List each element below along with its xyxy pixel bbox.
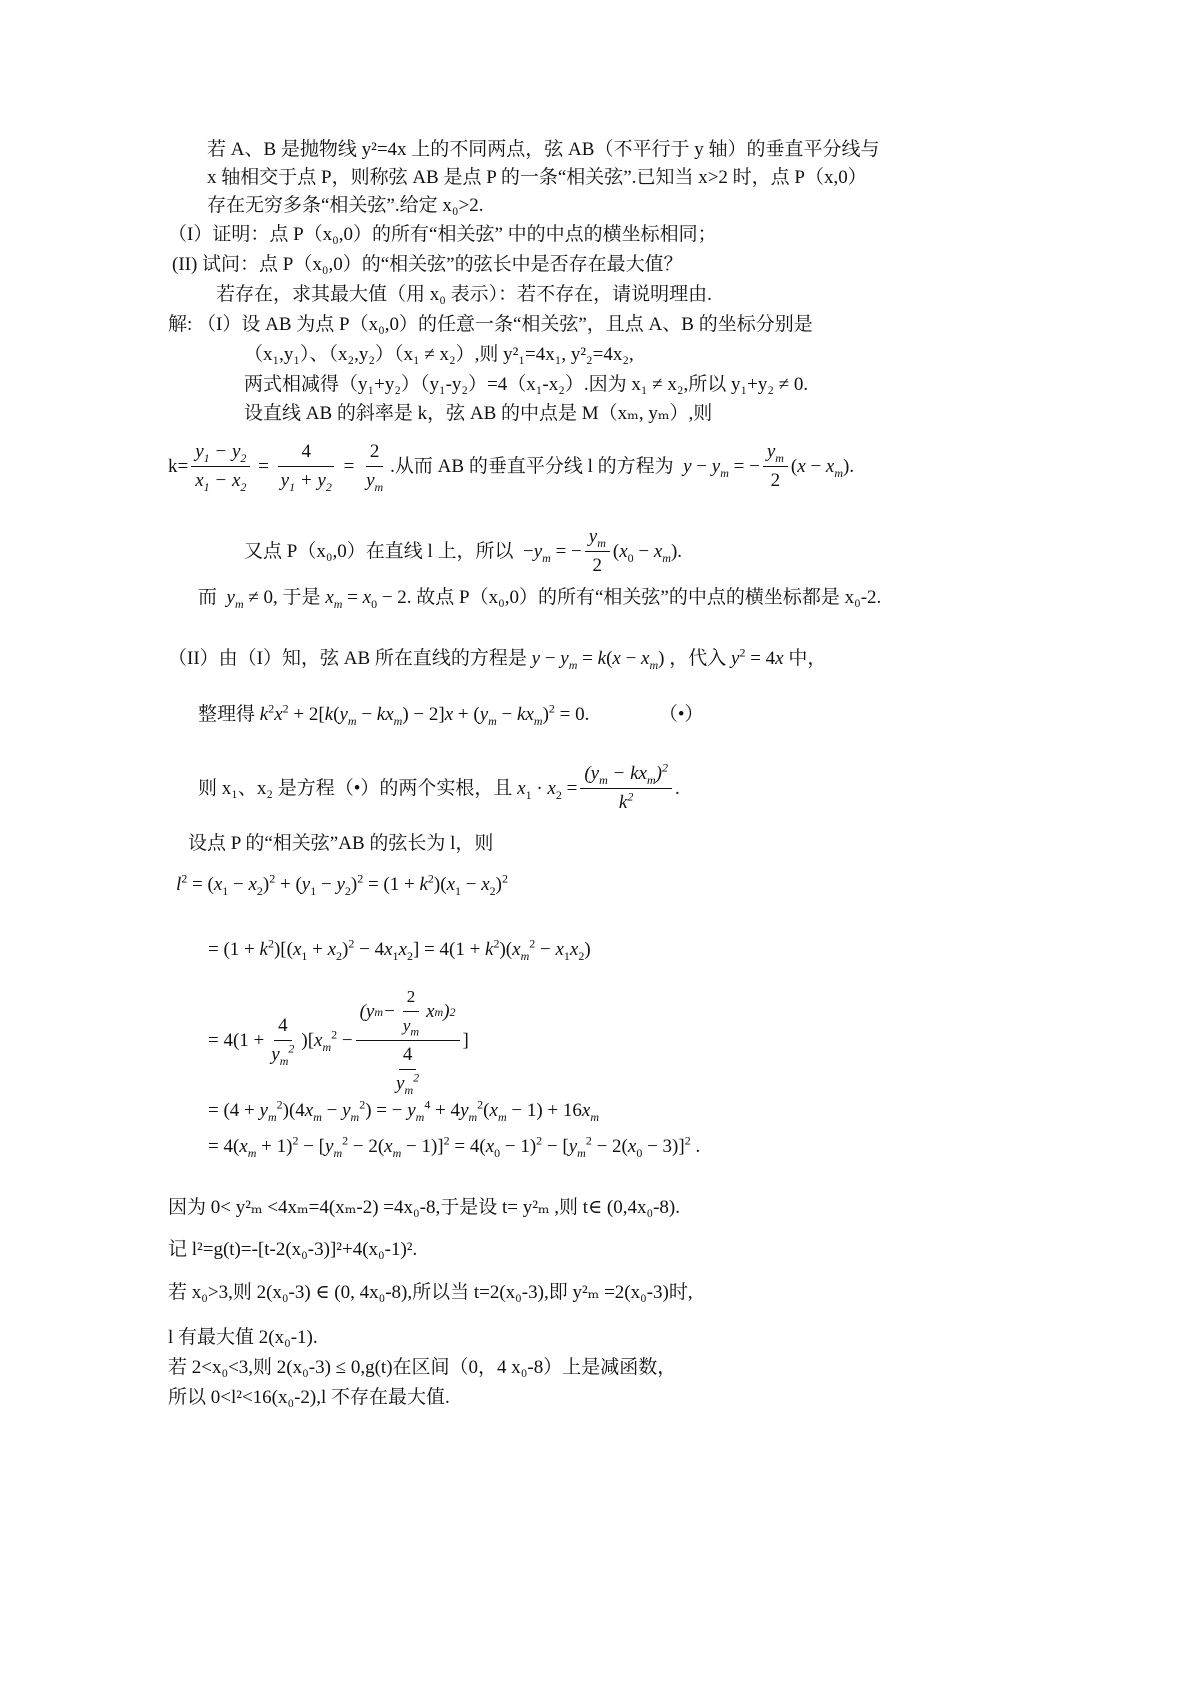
part2-line-2: 整理得 $k^2x^2 + 2[k(y_m - kx_m) - 2]x + (y_m - kx_m)^2 = 0$. （•） <box>198 701 704 728</box>
solution-line-3: 两式相减得（y₁+y₂）（y₁-y₂）=4（x₁-x₂）.因为 x₁ ≠ x₂,所以 y₁+y₂ ≠ 0. <box>244 374 809 395</box>
part2-line-1: （II）由（I）知，弦 AB 所在直线的方程是 $y - y_m = k(x - x_m)$ ，代入 $y^2 = 4x$ 中， <box>168 645 827 672</box>
equation-step-1: $l^2 = (x_1 - x_2)^2 + (y_1 - y_2)^2 = (1 + k^2)(x_1 - x_2)^2$ <box>176 871 508 898</box>
conclusion-line-1: 因为 0< y²ₘ <4xₘ=4(xₘ-2) =4x₀-8,于是设 t= y²ₘ ,则 t∈ (0,4x₀-8). <box>168 1197 680 1218</box>
solution-line-2: （x₁,y₁）、（x₂,y₂）（x₁ ≠ x₂）,则 y²₁=4x₁, y²₂=4x₂, <box>244 344 634 365</box>
conclusion-line-2: 记 l²=g(t)=-[t-2(x₀-3)]²+4(x₀-1)². <box>168 1239 418 1260</box>
chord-length-intro: 设点 P 的“相关弦”AB 的弦长为 l，则 <box>188 833 494 854</box>
problem-line-2: x 轴相交于点 P，则称弦 AB 是点 P 的一条“相关弦”.已知当 x>2 时，点 P（x,0） <box>207 167 867 188</box>
slope-formula-line: k= $\frac{y_1 - y_2}{x_1 - x_2}$ = $\frac{4}{y_1 + y_2}$ = $\frac{2}{y_m}$ .从而 AB 的垂直平分线 l 的方程为 $y - y_m$ = − $\frac{y_m}{2}$ $(x - x_m)$. <box>168 441 855 494</box>
conclusion-line-4: l 有最大值 2(x₀-1). <box>168 1327 318 1348</box>
solution-line-4: 设直线 AB 的斜率是 k，弦 AB 的中点是 M（xₘ, yₘ）,则 <box>244 403 713 424</box>
conclusion-line-5: 若 2<x₀<3,则 2(x₀-3) ≤ 0,g(t)在区间（0，4 x₀-8）上是减函数， <box>168 1357 677 1378</box>
problem-line-3: 存在无穷多条“相关弦”.给定 x₀>2. <box>207 195 484 216</box>
midpoint-conclusion: 而 $y_m \ne 0$, 于是 $x_m = x_0 - 2$. 故点 P（x₀,0）的所有“相关弦”的中点的横坐标都是 x₀-2. <box>198 587 882 611</box>
solution-line-1: 解: （I）设 AB 为点 P（x₀,0）的任意一条“相关弦”，且点 A、B 的坐标分别是 <box>168 314 813 335</box>
problem-part-2b: 若存在，求其最大值（用 x₀ 表示）：若不存在，请说明理由. <box>216 284 712 305</box>
equation-step-3: = 4(1 + $\frac{4}{y_m^2}$ )[$x_m^2$ − (y m − $\frac{2}{y_m}$ x m ) 2 $\frac{4}{y_m^2}$ ] <box>208 987 469 1097</box>
conclusion-line-6: 所以 0<l²<16(x₀-2),l 不存在最大值. <box>168 1387 450 1408</box>
equation-step-5: = $4(x_m + 1)^2 - [y_m^2 - 2(x_m - 1)]^2 = 4(x_0 - 1)^2 - [y_m^2 - 2(x_0 - 3)]^2$ . <box>208 1133 701 1160</box>
conclusion-line-3: 若 x₀>3,则 2(x₀-3) ∈ (0, 4x₀-8),所以当 t=2(x₀-3),即 y²ₘ =2(x₀-3)时, <box>168 1282 693 1303</box>
equation-step-2: = $(1 + k^2)[(x_1 + x_2)^2 - 4x_1x_2] = 4(1 + k^2)(x_m^2 - x_1x_2)$ <box>208 936 591 963</box>
problem-part-1: （I）证明：点 P（x₀,0）的所有“相关弦” 中的中点的横坐标相同； <box>168 224 717 245</box>
part2-line-3: 则 x₁、x₂ 是方程（•）的两个实根，且 $x_1 \cdot x_2$ = $\frac{(y_m - kx_m)^2}{k^2}$ . <box>198 760 680 813</box>
slope-conclusion-text: .从而 AB 的垂直平分线 l 的方程为 <box>390 455 674 477</box>
point-on-line: 又点 P（x₀,0）在直线 l 上，所以 $-y_m$ = − $\frac{y_m}{2}$ $(x_0 - x_m)$. <box>244 526 683 576</box>
problem-part-2: (II) 试问：点 P（x₀,0）的“相关弦”的弦长中是否存在最大值？ <box>172 254 683 275</box>
equation-step-4: = $(4 + y_m^2)(4x_m - y_m^2)$ = − $y_m^4 + 4y_m^2(x_m - 1) + 16x_m$ <box>208 1097 599 1124</box>
problem-line-1: 若 A、B 是抛物线 y²=4x 上的不同两点，弦 AB（不平行于 y 轴）的垂直平分线与 <box>207 139 880 160</box>
point-on-line-text: 又点 P（x₀,0）在直线 l 上，所以 <box>244 540 514 562</box>
